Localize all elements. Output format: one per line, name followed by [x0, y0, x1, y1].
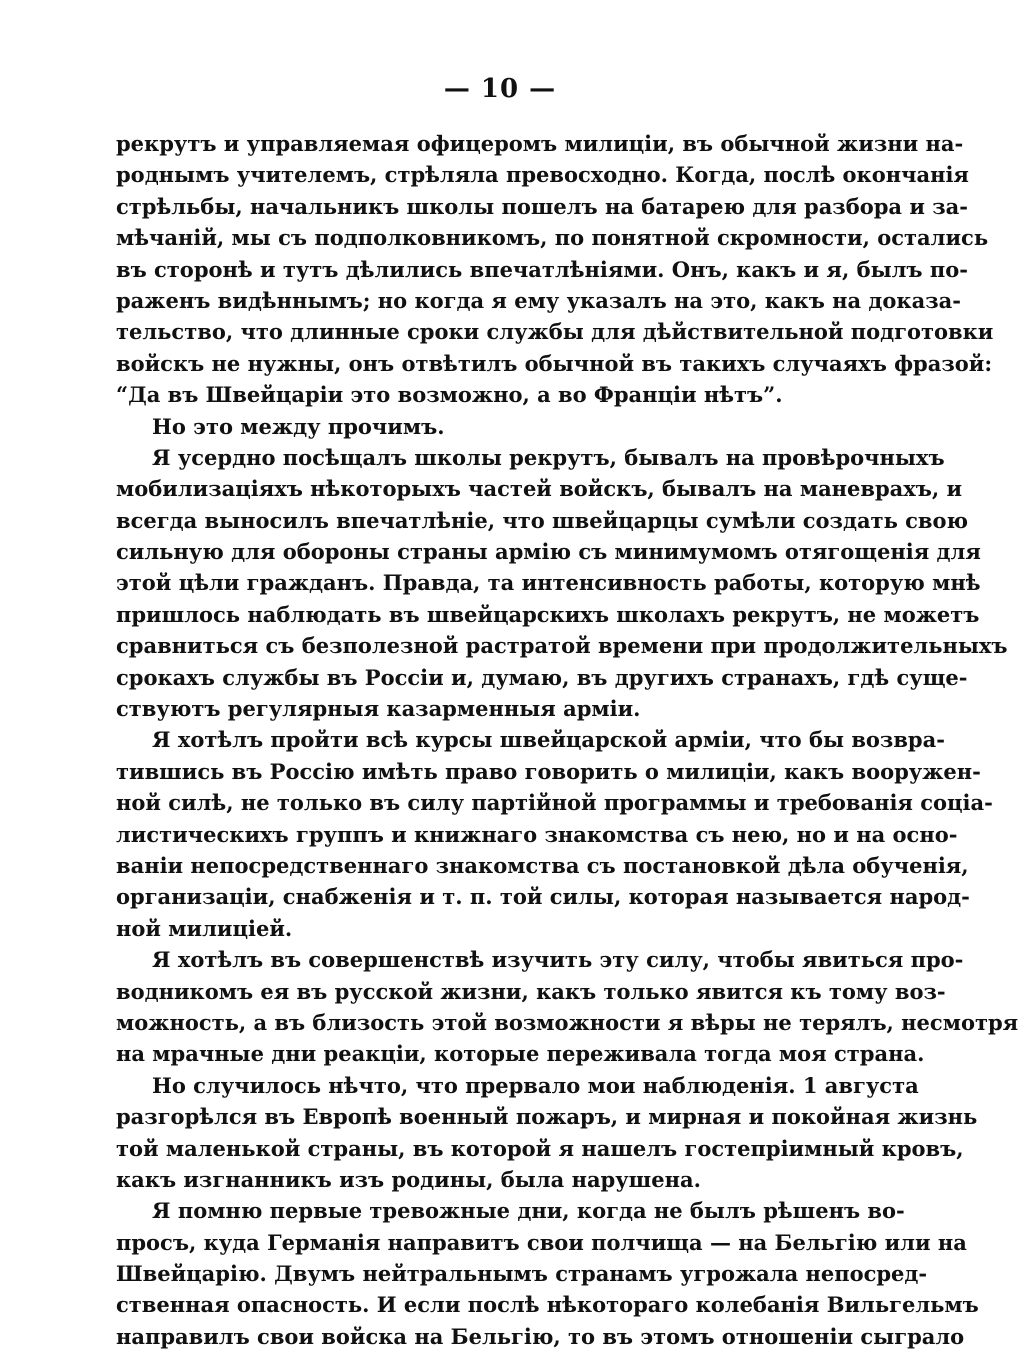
text-line: Но это между прочимъ.: [152, 413, 445, 439]
text-line: Я хотѣлъ пройти всѣ курсы швейцарской арміи, что бы возвра-: [152, 727, 945, 753]
text-line: водникомъ ея въ русской жизни, какъ только явится къ тому воз-: [116, 978, 946, 1004]
text-line: Я помню первые тревожные дни, когда не былъ рѣшенъ во-: [152, 1198, 905, 1224]
text-line: мобилизаціяхъ нѣкоторыхъ частей войскъ, бывалъ на маневрахъ, и: [116, 476, 963, 502]
text-line: можность, а въ близость этой возможности я вѣры не терялъ, несмотря: [116, 1009, 1018, 1035]
text-line: просъ, куда Германія направитъ свои полчища — на Бельгію или на: [116, 1229, 967, 1255]
text-line: тившись въ Россію имѣть право говорить о милиціи, какъ вооружен-: [116, 758, 981, 784]
text-line: Я усердно посѣщалъ школы рекрутъ, бывалъ на провѣрочныхъ: [152, 444, 945, 470]
text-line: разгорѣлся въ Европѣ военный пожаръ, и мирная и покойная жизнь: [116, 1104, 978, 1130]
text-line: какъ изгнанникъ изъ родины, была нарушена.: [116, 1166, 701, 1192]
text-line: той маленькой страны, въ которой я нашелъ гостепріимный кровъ,: [116, 1135, 964, 1161]
text-line: ваніи непосредственнаго знакомства съ постановкой дѣла обученія,: [116, 852, 969, 878]
text-line: Швейцарію. Двумъ нейтральнымъ странамъ угрожала непосред-: [116, 1261, 928, 1287]
text-line: войскъ не нужны, онъ отвѣтилъ обычной въ такихъ случаяхъ фразой:: [116, 350, 993, 376]
text-line: роднымъ учителемъ, стрѣляла превосходно. Когда, послѣ окончанія: [116, 162, 969, 188]
text-line: на мрачные дни реакціи, которые переживала тогда моя страна.: [116, 1041, 925, 1067]
text-line: рекрутъ и управляемая офицеромъ милиціи, въ обычной жизни на-: [116, 131, 964, 156]
text-line: направилъ свои войска на Бельгію, то въ этомъ отношеніи сыграло: [116, 1323, 965, 1349]
text-line: листическихъ группъ и книжнаго знакомства съ нею, но и на осно-: [116, 821, 958, 847]
text-line: стрѣльбы, начальникъ школы пошелъ на батарею для разбора и за-: [116, 193, 968, 219]
text-line: сравниться съ безполезной растратой времени при продолжительныхъ: [116, 633, 1008, 659]
text-line: пришлось наблюдать въ швейцарскихъ школахъ рекрутъ, не можетъ: [116, 601, 980, 627]
text-line: этой цѣли гражданъ. Правда, та интенсивность работы, которую мнѣ: [116, 570, 981, 596]
text-line: мѣчаній, мы съ подполковникомъ, по понятной скромности, остались: [116, 225, 989, 251]
body-text: [116, 128, 1018, 1352]
text-line: организаціи, снабженія и т. п. той силы, которая называется народ-: [116, 884, 970, 910]
text-line: тельство, что длинные сроки службы для дѣйствительной подготовки: [116, 319, 994, 345]
text-line: ной милиціей.: [116, 915, 293, 941]
text-line: всегда выносилъ впечатлѣніе, что швейцарцы сумѣли создать свою: [116, 507, 969, 533]
text-line: въ сторонѣ и тутъ дѣлились впечатлѣніями. Онъ, какъ и я, былъ по-: [116, 256, 968, 282]
text-line: Но случилось нѣчто, что прервало мои наблюденія. 1 августа: [152, 1072, 919, 1098]
text-line: “Да въ Швейцаріи это возможно, а во Франціи нѣтъ”.: [116, 382, 783, 408]
text-line: раженъ видѣннымъ; но когда я ему указалъ на это, какъ на доказа-: [116, 287, 961, 313]
text-line: сильную для обороны страны армію съ минимумомъ отягощенія для: [116, 539, 981, 565]
text-line: ственная опасность. И если послѣ нѣкотораго колебанія Вильгельмъ: [116, 1292, 979, 1318]
page-number: — 10 —: [443, 74, 557, 104]
text-line: ной силѣ, не только въ силу партійной программы и требованія соціа-: [116, 790, 993, 816]
text-line: срокахъ службы въ Россіи и, думаю, въ другихъ странахъ, гдѣ суще-: [116, 664, 968, 690]
text-line: Я хотѣлъ въ совершенствѣ изучить эту силу, чтобы явиться про-: [152, 947, 964, 973]
text-line: ствуютъ регулярныя казарменныя арміи.: [116, 696, 641, 722]
